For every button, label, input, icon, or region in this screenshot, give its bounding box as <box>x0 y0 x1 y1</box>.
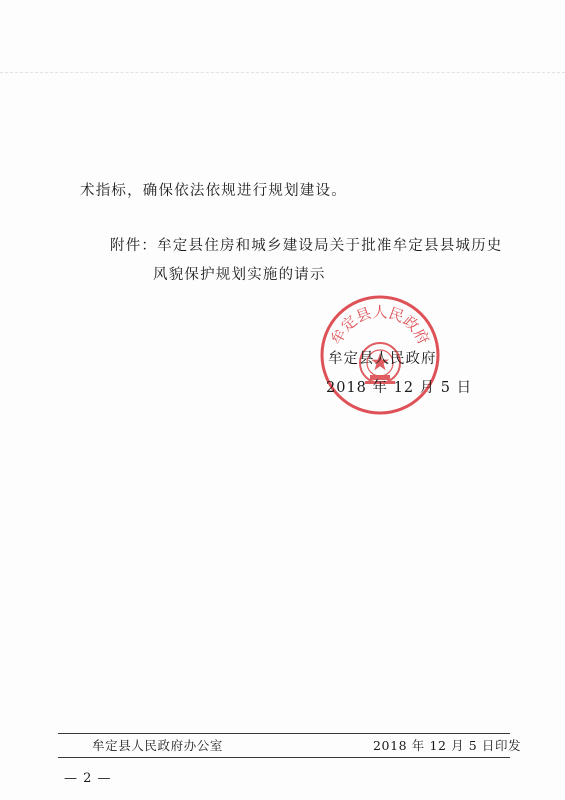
footer-divider-top <box>58 733 510 734</box>
signature-organization: 牟定县人民政府 <box>328 351 437 367</box>
footer-divider-bottom <box>58 757 510 758</box>
seal-text: 牟定县人民政府 <box>327 303 433 348</box>
page-number: — 2 — <box>64 771 112 786</box>
attachment-line-continued: 风貌保护规划实施的请示 <box>153 267 326 283</box>
body-text-line: 术指标，确保依法依规进行规划建设。 <box>80 183 347 199</box>
attachment-line: 附件：牟定县住房和城乡建设局关于批准牟定县县城历史 <box>110 238 503 254</box>
scan-edge-line <box>0 72 565 73</box>
footer-issuer: 牟定县人民政府办公室 <box>92 738 224 753</box>
footer-print-date: 2018 年 12 月 5 日印发 <box>373 738 522 753</box>
signature-date: 2018 年 12 月 5 日 <box>326 380 473 396</box>
